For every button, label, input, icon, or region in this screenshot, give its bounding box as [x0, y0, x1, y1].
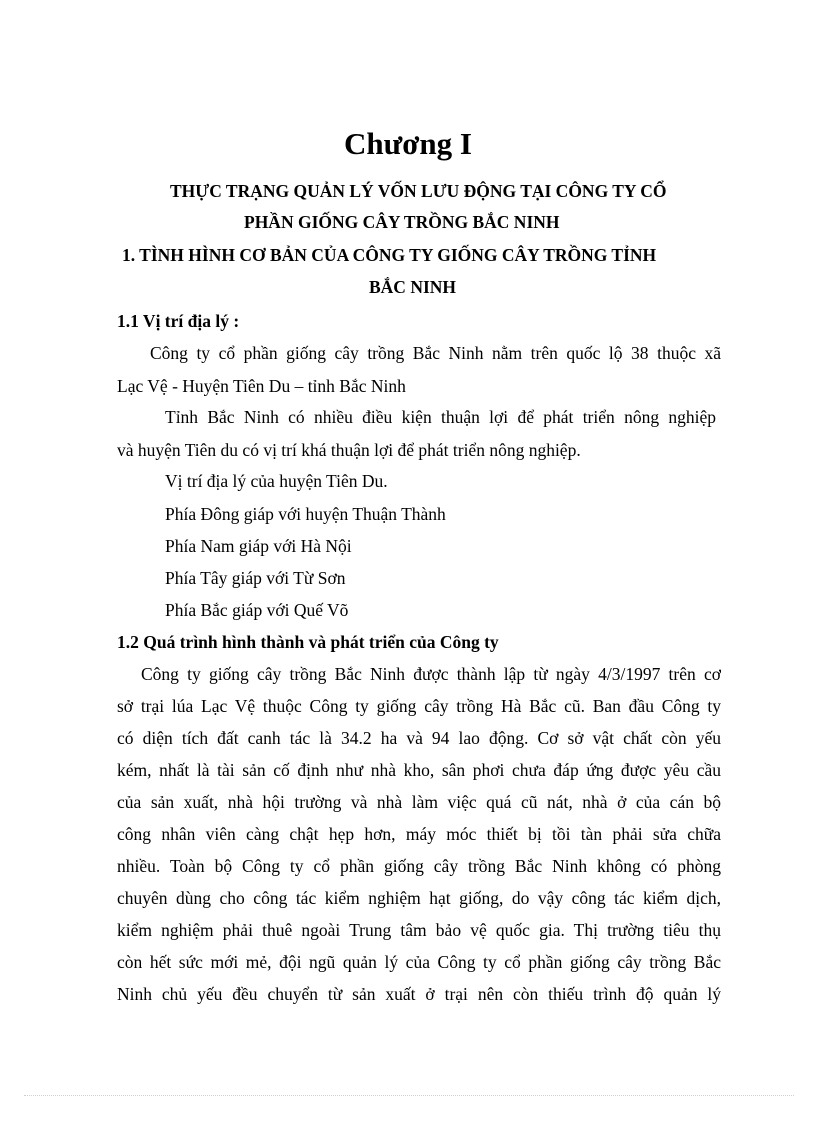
location-item: Phía Bắc giáp với Quế Võ — [165, 600, 349, 620]
history-line: công nhân viên càng chật hẹp hơn, máy móc thiết bị tồi tàn phải sửa chữa — [117, 824, 721, 844]
location-item: Phía Tây giáp với Từ Sơn — [165, 568, 346, 588]
history-line: kiểm nghiệm phải thuê ngoài Trung tâm bảo vệ quốc gia. Thị trường tiêu thụ — [117, 920, 721, 940]
paragraph-location-line-2: Lạc Vệ - Huyện Tiên Du – tỉnh Bắc Ninh — [117, 376, 406, 396]
chapter-title: Chương I — [344, 126, 472, 161]
main-heading-line-2: PHẦN GIỐNG CÂY TRỒNG BẮC NINH — [244, 212, 560, 232]
location-item: Vị trí địa lý của huyện Tiên Du. — [165, 471, 388, 491]
paragraph-conditions-line-1: Tỉnh Bắc Ninh có nhiều điều kiện thuận lợi để phát triển nông nghiệp — [165, 407, 716, 427]
paragraph-conditions-line-2: và huyện Tiên du có vị trí khá thuận lợi để phát triển nông nghiệp. — [117, 440, 581, 460]
history-line: có diện tích đất canh tác là 34.2 ha và 94 lao động. Cơ sở vật chất còn yếu — [117, 728, 721, 748]
section-1-heading-line-1: 1. TÌNH HÌNH CƠ BẢN CỦA CÔNG TY GIỐNG CÂY TRỒNG TỈNH — [122, 245, 657, 265]
history-line: kém, nhất là tài sản cố định như nhà kho, sân phơi chưa đáp ứng được yêu cầu — [117, 760, 721, 780]
history-line: nhiều. Toàn bộ Công ty cổ phần giống cây trồng Bắc Ninh không có phòng — [117, 856, 721, 876]
history-line: Công ty giống cây trồng Bắc Ninh được thành lập từ ngày 4/3/1997 trên cơ — [141, 664, 721, 684]
history-line: sở trại lúa Lạc Vệ thuộc Công ty giống cây trồng Hà Bắc cũ. Ban đầu Công ty — [117, 696, 721, 716]
history-line: của sản xuất, nhà hội trường và nhà làm việc quá cũ nát, nhà ở của cán bộ — [117, 792, 721, 812]
section-1-1-heading: 1.1 Vị trí địa lý : — [117, 311, 240, 331]
section-1-heading-line-2: BẮC NINH — [369, 277, 457, 297]
history-line: còn hết sức mới mẻ, đội ngũ quản lý của Công ty cổ phần giống cây trồng Bắc — [117, 952, 721, 972]
history-line: Ninh chủ yếu đều chuyển từ sản xuất ở trại nên còn thiếu trình độ quản lý — [117, 984, 721, 1004]
location-item: Phía Nam giáp với Hà Nội — [165, 536, 352, 556]
main-heading-line-1: THỰC TRẠNG QUẢN LÝ VỐN LƯU ĐỘNG TẠI CÔNG TY CỔ — [170, 181, 667, 201]
history-line: chuyên dùng cho công tác kiểm nghiệm hạt giống, do vậy công tác kiểm dịch, — [117, 888, 721, 908]
location-item: Phía Đông giáp với huyện Thuận Thành — [165, 504, 446, 524]
page-footer-divider — [24, 1095, 794, 1096]
section-1-2-heading: 1.2 Quá trình hình thành và phát triển của Công ty — [117, 632, 499, 652]
paragraph-location-line-1: Công ty cổ phần giống cây trồng Bắc Ninh nằm trên quốc lộ 38 thuộc xã — [150, 343, 721, 363]
